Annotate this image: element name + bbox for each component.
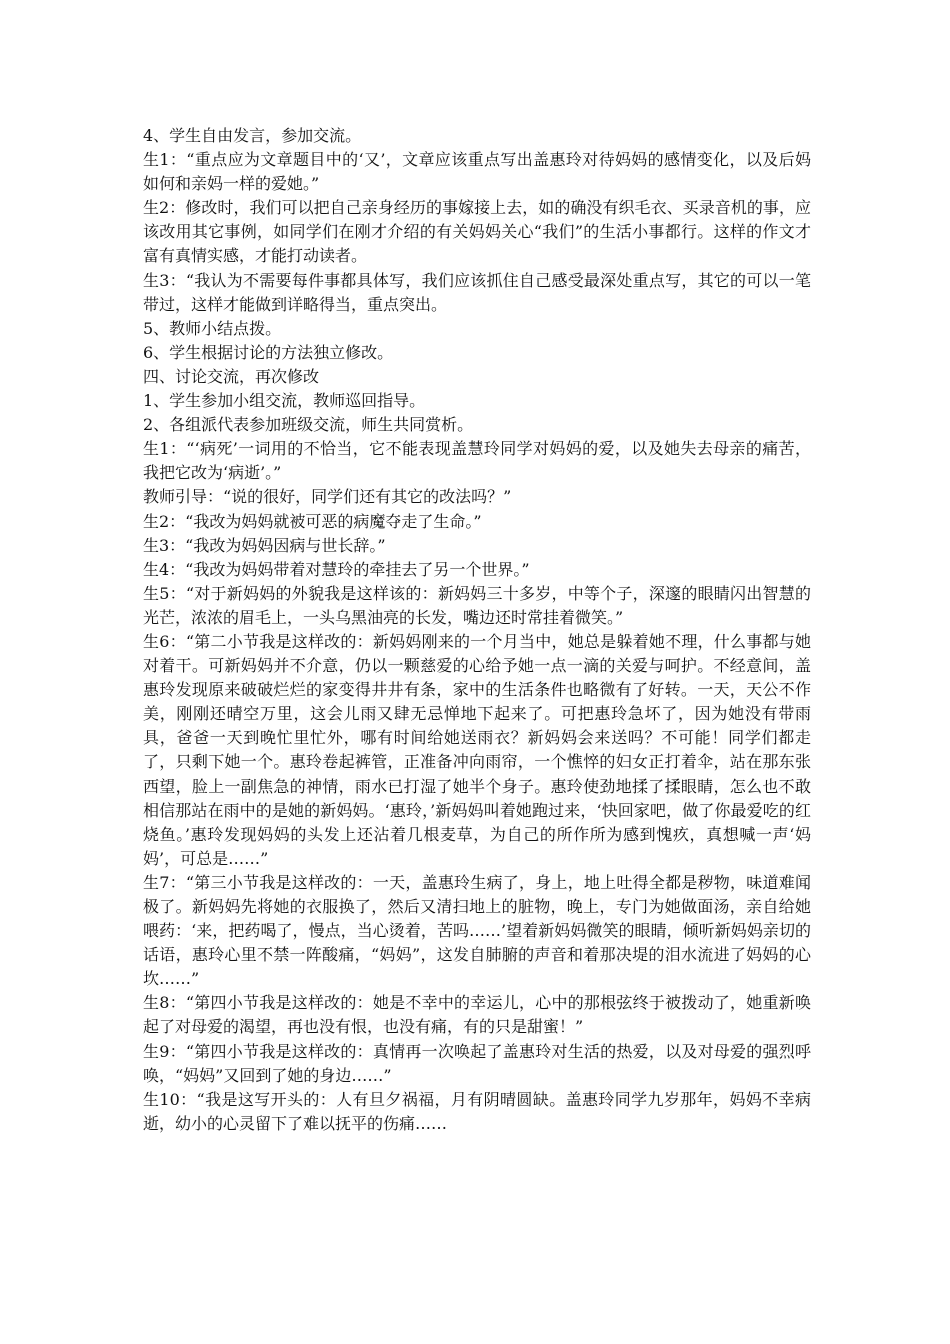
paragraph-student-7: 生7：“第三小节我是这样改的：一天，盖惠玲生病了，身上，地上吐得全都是秽物，味道难闻极了。新妈妈先将她的衣服换了，然后又清扫地上的脏物，晚上，专门为她做面汤，亲自给她喂药：‘来，把药喝了，慢点，当心烫着，苦吗……’望着新妈妈微笑的眼睛，倾听新妈妈亲切的话语，惠玲心里不禁一阵酸痛，“妈妈”，这发自肺腑的声音和着那决堤的泪水流进了妈妈的心坎……” [143,872,811,989]
paragraph-student-2b: 生2：“我改为妈妈就被可恶的病魔夺走了生命。” [143,511,482,531]
paragraph-step-6: 6、学生根据讨论的方法独立修改。 [143,342,394,362]
document-body [143,124,811,1136]
paragraph-student-3b: 生3：“我改为妈妈因病与世长辞。” [143,535,386,555]
paragraph-student-2: 生2：修改时，我们可以把自己亲身经历的事嫁接上去，如的确没有织毛衣、买录音机的事，应该改用其它事例，如同学们在刚才介绍的有关妈妈关心“我们”的生活小事都行。这样的作文才富有真情实感，才能打动读者。 [143,198,811,266]
paragraph-student-6: 生6：“第二小节我是这样改的：新妈妈刚来的一个月当中，她总是躲着她不理，什么事都与她对着干。可新妈妈并不介意，仍以一颗慈爱的心给予她一点一滴的关爱与呵护。不经意间，盖惠玲发现原来破破烂烂的家变得井井有条，家中的生活条件也略微有了好转。一天，天公不作美，刚刚还晴空万里，这会儿雨又肆无忌惮地下起来了。可把惠玲急坏了，因为她没有带雨具，爸爸一天到晚忙里忙外，哪有时间给她送雨衣？新妈妈会来送吗？不可能！同学们都走了，只剩下她一个。惠玲卷起裤管，正准备冲向雨帘，一个憔悴的妇女正打着伞，站在那东张西望，脸上一副焦急的神情，雨水已打湿了她半个身子。惠玲使劲地揉了揉眼睛，怎么也不敢相信那站在雨中的是她的新妈妈。‘惠玲，’新妈妈叫着她跑过来，‘快回家吧，做了你最爱吃的红烧鱼。’惠玲发现妈妈的头发上还沾着几根麦草，为自己的所作所为感到愧疚，真想喊一声‘妈妈’，可总是……” [143,631,811,868]
paragraph-student-1b: 生1：“‘病死’一词用的不恰当，它不能表现盖慧玲同学对妈妈的爱，以及她失去母亲的痛苦，我把它改为‘病逝’。” [143,439,811,483]
paragraph-student-1: 生1：“重点应为文章题目中的‘又’，文章应该重点写出盖惠玲对待妈妈的感情变化，以及后妈如何和亲妈一样的爱她。” [143,150,811,194]
section-heading-4: 四、讨论交流，再次修改 [143,366,320,386]
paragraph-student-5: 生5：“对于新妈妈的外貌我是这样该的：新妈妈三十多岁，中等个子，深邃的眼睛闪出智慧的光芒，浓浓的眉毛上，一头乌黑油亮的长发，嘴边还时常挂着微笑。” [143,583,811,627]
paragraph-step-4: 4、学生自由发言，参加交流。 [143,126,362,145]
paragraph-student-4: 生4：“我改为妈妈带着对慧玲的牵挂去了另一个世界。” [143,559,530,579]
paragraph-student-3: 生3：“我认为不需要每件事都具体写，我们应该抓住自己感受最深处重点写，其它的可以一笔带过，这样才能做到详略得当，重点突出。 [143,270,811,314]
paragraph-teacher-guide: 教师引导：“说的很好，同学们还有其它的改法吗？” [143,487,512,507]
paragraph-step-1: 1、学生参加小组交流，教师巡回指导。 [143,391,426,411]
paragraph-student-10: 生10：“我是这写开头的：人有旦夕祸福，月有阴晴圆缺。盖惠玲同学九岁那年，妈妈不幸病逝，幼小的心灵留下了难以抚平的伤痛…… [143,1089,811,1133]
paragraph-student-9: 生9：“第四小节我是这样改的：真情再一次唤起了盖惠玲对生活的热爱，以及对母爱的强烈呼唤，“妈妈”又回到了她的身边……” [143,1041,811,1085]
paragraph-step-5: 5、教师小结点拨。 [143,318,282,338]
paragraph-student-8: 生8：“第四小节我是这样改的：她是不幸中的幸运儿，心中的那根弦终于被拨动了，她重新唤起了对母爱的渴望，再也没有恨，也没有痛，有的只是甜蜜！” [143,993,811,1037]
paragraph-step-2: 2、各组派代表参加班级交流，师生共同赏析。 [143,415,474,435]
